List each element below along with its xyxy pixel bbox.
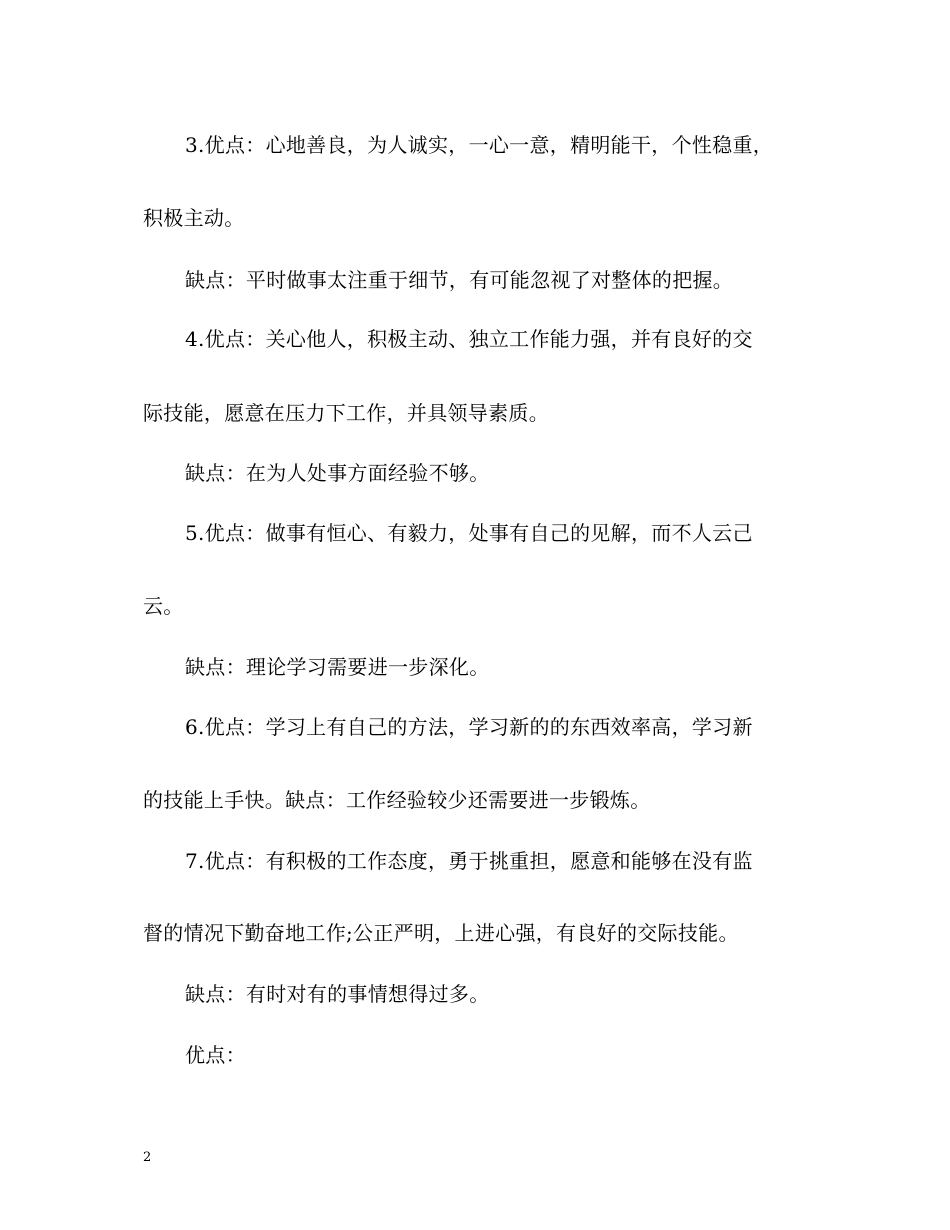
paragraph-line: 云。 bbox=[143, 594, 184, 618]
paragraph-line: 7.优点：有积极的工作态度，勇于挑重担，愿意和能够在没有监 bbox=[185, 849, 753, 873]
paragraph-line: 督的情况下勤奋地工作;公正严明，上进心强，有良好的交际技能。 bbox=[143, 921, 739, 945]
paragraph-line: 4.优点：关心他人，积极主动、独立工作能力强，并有良好的交 bbox=[185, 327, 753, 351]
paragraph-line: 缺点：有时对有的事情想得过多。 bbox=[185, 982, 490, 1006]
paragraph-line: 际技能，愿意在压力下工作，并具领导素质。 bbox=[143, 401, 549, 425]
paragraph-line: 6.优点：学习上有自己的方法，学习新的的东西效率高，学习新 bbox=[185, 715, 753, 739]
paragraph-line: 缺点：在为人处事方面经验不够。 bbox=[185, 461, 490, 485]
paragraph-line: 缺点：理论学习需要进一步深化。 bbox=[185, 655, 490, 679]
paragraph-line: 积极主动。 bbox=[143, 206, 245, 230]
paragraph-line: 的技能上手快。缺点：工作经验较少还需要进一步锻炼。 bbox=[143, 788, 651, 812]
paragraph-line: 缺点：平时做事太注重于细节，有可能忽视了对整体的把握。 bbox=[185, 268, 734, 292]
paragraph-line: 5.优点：做事有恒心、有毅力，处事有自己的见解，而不人云己 bbox=[185, 521, 753, 545]
page-number: 2 bbox=[143, 1150, 152, 1165]
paragraph-line: 3.优点：心地善良，为人诚实，一心一意，精明能干，个性稳重， bbox=[185, 133, 774, 157]
paragraph-line: 优点： bbox=[185, 1043, 246, 1067]
